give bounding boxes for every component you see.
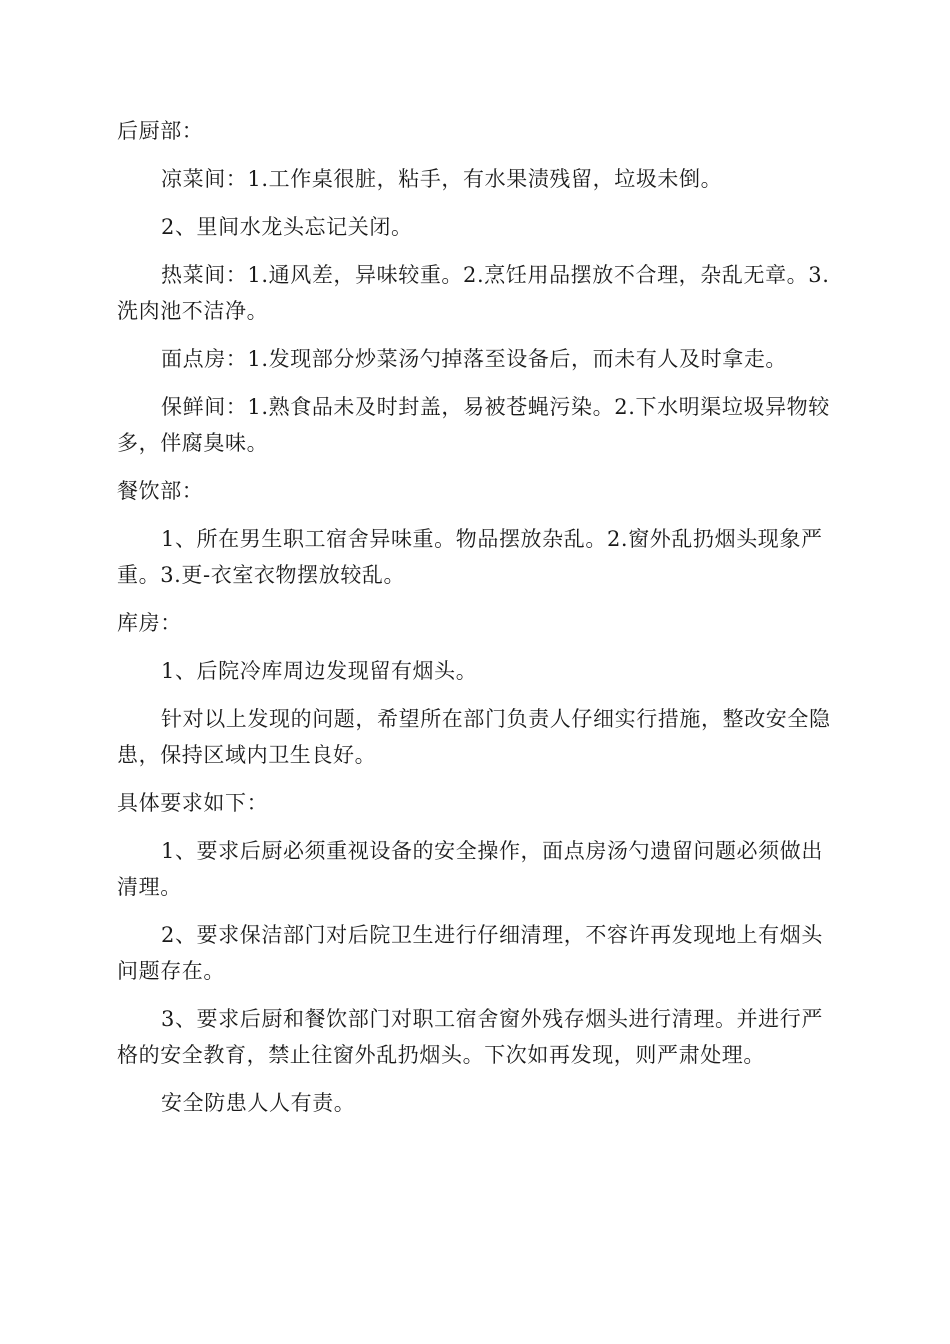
- paragraph-cold-room-1: 凉菜间：1.工作桌很脏，粘手，有水果渍残留，垃圾未倒。: [161, 167, 723, 191]
- paragraph-catering-1: 1、所在男生职工宿舍异味重。物品摆放杂乱。2.窗外乱扔烟头现象严重。3.更-衣室衣物摆放较乱。: [117, 527, 823, 587]
- section-heading-kitchen: 后厨部：: [117, 119, 204, 143]
- paragraph-hot-room: 热菜间：1.通风差，异味较重。2.烹饪用品摆放不合理，杂乱无章。3.洗肉池不洁净。: [117, 263, 830, 323]
- section-heading-warehouse: 库房：: [117, 611, 182, 635]
- paragraph-requirement-2: 2、要求保洁部门对后院卫生进行仔细清理，不容许再发现地上有烟头问题存在。: [117, 923, 823, 983]
- paragraph-closing: 安全防患人人有责。: [161, 1091, 356, 1115]
- paragraph-cold-room-2: 2、里间水龙头忘记关闭。: [161, 215, 413, 239]
- section-heading-catering: 餐饮部：: [117, 479, 204, 503]
- paragraph-requirement-1: 1、要求后厨必须重视设备的安全操作，面点房汤勺遗留问题必须做出清理。: [117, 839, 823, 899]
- paragraph-requirement-3: 3、要求后厨和餐饮部门对职工宿舍窗外残存烟头进行清理。并进行严格的安全教育，禁止往窗外乱扔烟头。下次如再发现，则严肃处理。: [117, 1007, 823, 1067]
- paragraph-pastry-room: 面点房：1.发现部分炒菜汤勺掉落至设备后，而未有人及时拿走。: [161, 347, 788, 371]
- paragraph-fresh-room: 保鲜间：1.熟食品未及时封盖，易被苍蝇污染。2.下水明渠垃圾异物较多，伴腐臭味。: [117, 395, 830, 455]
- paragraph-warehouse-1: 1、后院冷库周边发现留有烟头。: [161, 659, 478, 683]
- paragraph-summary: 针对以上发现的问题，希望所在部门负责人仔细实行措施，整改安全隐患，保持区域内卫生良好。: [117, 707, 831, 767]
- section-heading-requirements: 具体要求如下：: [117, 791, 269, 815]
- document-body: [117, 113, 833, 1133]
